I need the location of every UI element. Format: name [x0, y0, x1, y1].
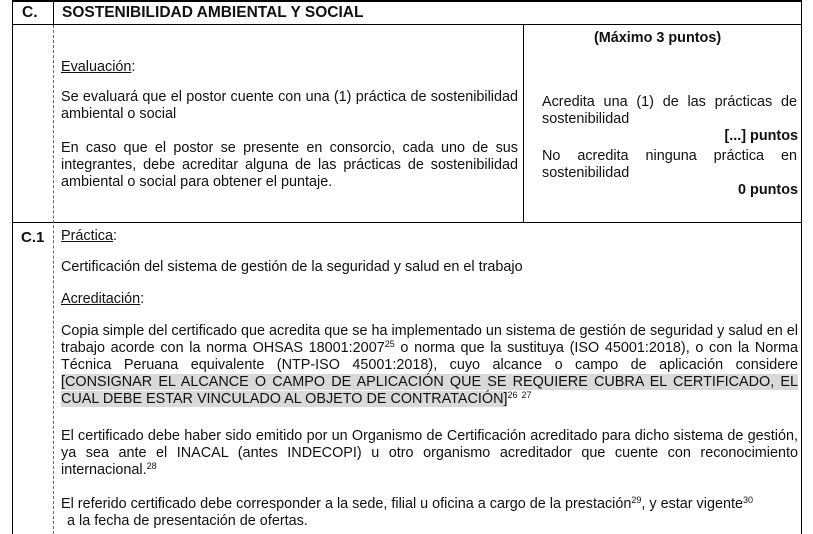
scoring-option-1-text: Acredita una (1) de las prácticas de sostenibilidad: [542, 94, 797, 127]
evaluation-paragraph-1: Se evaluará que el postor cuente con una (1) práctica de sostenibilidad ambiental o social: [61, 89, 518, 122]
scoring-option-2-points: 0 puntos: [738, 182, 798, 198]
accreditation-paragraph-2-text: El certificado debe haber sido emitido por un Organismo de Certificación acreditado para dicho sistema de gestión, ya sea ante el INACAL (antes INDECOPI) u otro organismo acreditador que cuente con reconocimiento internacional.: [61, 428, 798, 478]
practice-heading: [61, 228, 117, 245]
table-left-border: [12, 0, 13, 534]
accreditation-paragraph-3: [61, 496, 798, 513]
accreditation-paragraph-3-text-1: El referido certificado debe corresponder a la sede, filial u oficina a cargo de la prestación: [61, 496, 632, 512]
scoring-option-1-points: [...] puntos: [724, 128, 798, 144]
footnote-30: 30: [742, 495, 753, 505]
accreditation-paragraph-1: [61, 323, 798, 408]
footnote-29: 29: [631, 495, 642, 505]
accreditation-paragraph-3-text-2: , y estar vigente: [641, 496, 743, 512]
table-top-border: [12, 0, 802, 2]
section-title: SOSTENIBILIDAD AMBIENTAL Y SOCIAL: [62, 4, 364, 21]
footnote-25: 25: [384, 339, 395, 349]
footnote-26: 26: [507, 390, 518, 400]
table-right-border: [801, 0, 802, 534]
scoring-column-divider: [523, 25, 524, 222]
accreditation-label: Acreditación: [61, 291, 141, 307]
practice-name: Certificación del sistema de gestión de la seguridad y salud en el trabajo: [61, 259, 523, 275]
label-column-dashed-divider: [53, 25, 54, 534]
evaluation-heading: [61, 59, 135, 76]
subsection-number: C.1: [21, 229, 45, 246]
accreditation-paragraph-1-text: Copia simple del certificado que acredita que se ha implementado un sistema de gestión de seguridad y salud en el trabajo acorde con la norma OHSAS 18001:2007: [61, 323, 798, 356]
practice-label: Práctica: [61, 228, 113, 244]
scoring-option-2-text: No acredita ninguna práctica en sostenibilidad: [542, 148, 797, 181]
accreditation-heading: [61, 291, 144, 308]
footnote-28: 28: [146, 461, 157, 471]
accreditation-paragraph-3-line-2: a la fecha de presentación de ofertas.: [67, 513, 308, 529]
practice-colon: :: [112, 228, 117, 244]
footnote-27: 27: [521, 390, 532, 400]
evaluation-heading-label: Evaluación: [61, 59, 132, 75]
max-points-label: (Máximo 3 puntos): [594, 30, 722, 46]
scope-placeholder-highlight: [CONSIGNAR EL ALCANCE O CAMPO DE APLICACIÓN QUE SE REQUIERE CUBRA EL CERTIFICADO, EL CUAL DEBE ESTAR VINCULADO AL OBJETO DE CONTRATACIÓN]: [61, 374, 798, 407]
accreditation-paragraph-1-text-2: o norma que la sustituya (ISO 45001:2018), o con la Norma Técnica Peruana equivalente (NTP-ISO 45001:2018), cuyo alcance o campo de aplicación considere: [61, 340, 799, 373]
header-bottom-border: [12, 24, 802, 25]
evaluation-heading-colon: :: [131, 59, 136, 75]
section-letter: C.: [22, 4, 38, 21]
header-column-divider: [53, 0, 54, 25]
section-bottom-border: [12, 222, 802, 223]
accreditation-colon: :: [140, 291, 145, 307]
evaluation-paragraph-2: En caso que el postor se presente en consorcio, cada uno de sus integrantes, debe acreditar alguna de las prácticas de sostenibilidad ambiental o social para obtener el puntaje.: [61, 140, 518, 190]
accreditation-paragraph-2: [61, 428, 798, 479]
